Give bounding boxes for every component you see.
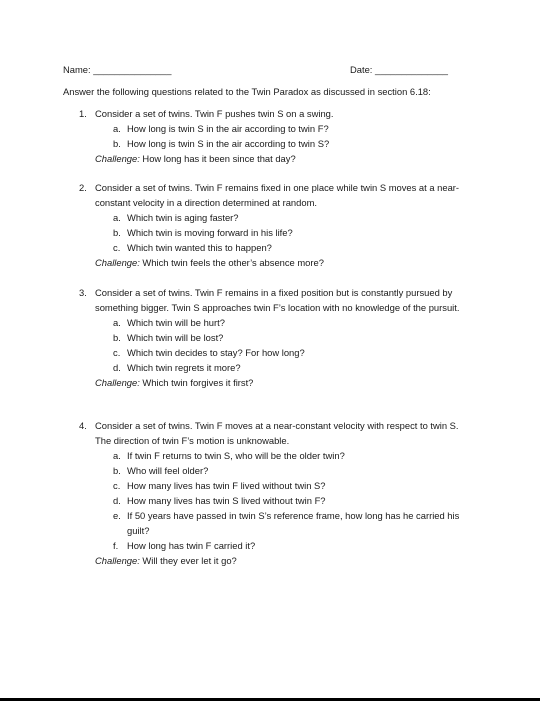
challenge — [79, 553, 479, 568]
sub-question-letter: c. — [113, 480, 121, 491]
question-text: Consider a set of twins. Twin F remains fixed in one place while twin S moves at a near-constant velocity in a direction determined at random. — [95, 182, 460, 208]
sub-question — [79, 210, 479, 225]
sub-question — [79, 448, 479, 463]
sub-question — [79, 360, 479, 375]
challenge — [79, 151, 479, 166]
challenge-label: Challenge: — [95, 377, 140, 388]
instructions: Answer the following questions related to the Twin Paradox as discussed in section 6.18: — [63, 86, 431, 97]
sub-question-text: If 50 years have passed in twin S’s reference frame, how long has he carried his guilt? — [127, 510, 460, 536]
sub-question-letter: a. — [113, 450, 121, 461]
sub-question-text: Which twin will be hurt? — [127, 317, 225, 328]
question-text: Consider a set of twins. Twin F pushes twin S on a swing. — [95, 108, 334, 119]
sub-question — [79, 493, 479, 508]
sub-question-list — [79, 448, 479, 553]
question-number: 4. — [79, 420, 87, 431]
challenge-text: Which twin forgives it first? — [139, 377, 254, 388]
sub-question-letter: a. — [113, 123, 121, 134]
question-text: Consider a set of twins. Twin F remains in a fixed position but is constantly pursued by something bigger. Twin S approaches twin F’s location with no knowledge of the pursuit. — [95, 287, 460, 313]
question-number: 1. — [79, 108, 87, 119]
sub-question — [79, 478, 479, 493]
question-text: Consider a set of twins. Twin F moves at a near-constant velocity with respect to twin S. The direction of twin F’s motion is unknowable. — [95, 420, 459, 446]
date-field: Date: ______________ — [350, 64, 449, 75]
question-number: 3. — [79, 287, 87, 298]
challenge-text: How long has it been since that day? — [139, 153, 296, 164]
sub-question — [79, 345, 479, 360]
sub-question-list — [79, 315, 479, 375]
sub-question-text: Which twin will be lost? — [127, 332, 224, 343]
sub-question-text: How long is twin S in the air according to twin S? — [127, 138, 330, 149]
sub-question-list — [79, 121, 479, 151]
challenge-label: Challenge: — [95, 153, 140, 164]
challenge-label: Challenge: — [95, 257, 140, 268]
sub-question-text: How long has twin F carried it? — [127, 540, 256, 551]
sub-question-letter: c. — [113, 347, 121, 358]
sub-question-letter: b. — [113, 138, 121, 149]
sub-question — [79, 330, 479, 345]
challenge-label: Challenge: — [95, 555, 140, 566]
sub-question-text: If twin F returns to twin S, who will be the older twin? — [127, 450, 345, 461]
question-1 — [79, 106, 479, 166]
sub-question-text: Which twin is moving forward in his life? — [127, 227, 293, 238]
sub-question-letter: b. — [113, 227, 121, 238]
sub-question — [79, 136, 479, 151]
sub-question-letter: d. — [113, 362, 121, 373]
question-2 — [79, 180, 479, 270]
sub-question — [79, 240, 479, 255]
sub-question-text: Which twin is aging faster? — [127, 212, 239, 223]
sub-question-letter: c. — [113, 242, 121, 253]
sub-question — [79, 121, 479, 136]
challenge-text: Will they ever let it go? — [139, 555, 237, 566]
question-number: 2. — [79, 182, 87, 193]
header — [63, 64, 460, 78]
sub-question-letter: b. — [113, 465, 121, 476]
sub-question-text: How many lives has twin F lived without twin S? — [127, 480, 326, 491]
sub-question-letter: d. — [113, 495, 121, 506]
sub-question — [79, 315, 479, 330]
name-field: Name: _______________ — [63, 64, 172, 75]
sub-question-list — [79, 210, 479, 255]
sub-question — [79, 463, 479, 478]
sub-question — [79, 508, 479, 538]
sub-question-text: How long is twin S in the air according to twin F? — [127, 123, 329, 134]
sub-question-text: Who will feel older? — [127, 465, 209, 476]
sub-question-text: How many lives has twin S lived without twin F? — [127, 495, 326, 506]
sub-question-letter: f. — [113, 540, 119, 551]
sub-question — [79, 225, 479, 240]
sub-question-text: Which twin wanted this to happen? — [127, 242, 272, 253]
sub-question-letter: a. — [113, 317, 121, 328]
sub-question — [79, 538, 479, 553]
sub-question-text: Which twin decides to stay? For how long? — [127, 347, 305, 358]
sub-question-letter: a. — [113, 212, 121, 223]
sub-question-letter: e. — [113, 510, 121, 521]
challenge-text: Which twin feels the other’s absence more? — [139, 257, 324, 268]
sub-question-letter: b. — [113, 332, 121, 343]
question-4 — [79, 418, 479, 568]
challenge — [79, 375, 479, 390]
question-3 — [79, 285, 479, 390]
sub-question-text: Which twin regrets it more? — [127, 362, 241, 373]
challenge — [79, 255, 479, 270]
